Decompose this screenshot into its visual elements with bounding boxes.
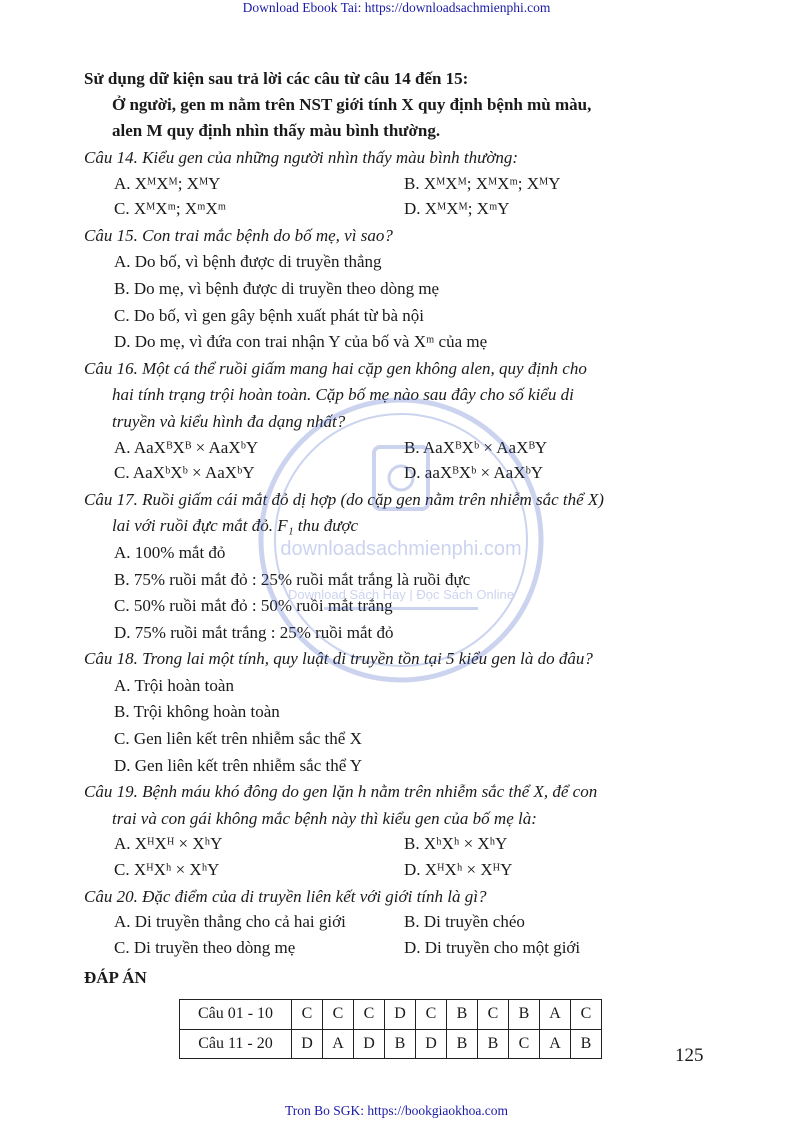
question-18-stem: Câu 18. Trong lai một tính, quy luật di truyền tồn tại 5 kiểu gen là do đâu? — [84, 649, 593, 669]
answer-cell: C — [571, 1000, 602, 1030]
answers-row-1-label: Câu 01 - 10 — [180, 1000, 292, 1030]
question-14-option-d: D. XᴹXᴹ; XᵐY — [404, 199, 510, 219]
question-16-stem-3: truyền và kiểu hình đa dạng nhất? — [112, 411, 346, 431]
question-20-option-a: A. Di truyền thẳng cho cả hai giới — [114, 912, 346, 932]
question-17-option-d: D. 75% ruồi mắt trắng : 25% ruồi mắt đỏ — [114, 622, 394, 642]
intro-line-2: Ở người, gen m nằm trên NST giới tính X quy định bệnh mù màu, — [112, 95, 592, 114]
question-15-option-c: C. Do bố, vì gen gây bệnh xuất phát từ bà nội — [114, 305, 424, 325]
answer-cell: B — [447, 1000, 478, 1030]
question-20-option-c: C. Di truyền theo dòng mẹ — [114, 937, 296, 957]
question-17-option-a: A. 100% mắt đỏ — [114, 542, 226, 562]
answer-cell: D — [385, 1000, 416, 1030]
question-19-option-a: A. XᴴXᴴ × XʰY — [114, 834, 223, 854]
question-18-option-c: C. Gen liên kết trên nhiễm sắc thể X — [114, 729, 362, 749]
question-16-option-b: B. AaXᴮXᵇ × AaXᴮY — [404, 437, 548, 457]
question-17-stem-1: Câu 17. Ruồi giấm cái mắt đỏ dị hợp (do cặp gen nằm trên nhiễm sắc thể X) — [84, 489, 604, 509]
answer-cell: B — [385, 1029, 416, 1059]
question-16-options-row-1 — [84, 436, 714, 461]
answer-cell: C — [416, 1000, 447, 1030]
answer-cell: B — [509, 1000, 540, 1030]
answer-cell: B — [478, 1029, 509, 1059]
question-17-stem-2: lai với ruồi đực mắt đỏ. F₁ thu được — [112, 516, 359, 536]
question-16-stem-1: Câu 16. Một cá thể ruồi giấm mang hai cặp gen không alen, quy định cho — [84, 358, 587, 378]
question-20-option-b: B. Di truyền chéo — [404, 912, 525, 932]
answer-cell: B — [447, 1029, 478, 1059]
answer-cell: C — [509, 1029, 540, 1059]
page-content — [84, 66, 714, 1059]
question-20-option-d: D. Di truyền cho một giới — [404, 937, 581, 957]
question-14-options-row-2 — [84, 197, 714, 222]
question-15-option-b: B. Do mẹ, vì bệnh được di truyền theo dòng mẹ — [114, 278, 440, 298]
question-19-stem-1: Câu 19. Bệnh máu khó đông do gen lặn h nằm trên nhiễm sắc thể X, để con — [84, 782, 598, 802]
answer-cell: D — [416, 1029, 447, 1059]
question-16-stem-2: hai tính trạng trội hoàn toàn. Cặp bố mẹ nào sau đây cho số kiểu di — [112, 385, 574, 405]
question-19-option-b: B. XʰXʰ × XʰY — [404, 834, 508, 854]
answer-cell: B — [571, 1029, 602, 1059]
answer-cell: A — [540, 1000, 571, 1030]
answers-row-2 — [180, 1029, 602, 1059]
intro-line-3: alen M quy định nhìn thấy màu bình thường. — [112, 121, 441, 140]
question-19-stem-2: trai và con gái không mắc bệnh này thì kiểu gen của bố mẹ là: — [112, 808, 537, 828]
question-17-option-b: B. 75% ruồi mắt đỏ : 25% ruồi mắt trắng là ruồi đực — [114, 569, 471, 589]
answer-cell: C — [478, 1000, 509, 1030]
answer-cell: C — [323, 1000, 354, 1030]
question-14-options-row-1 — [84, 172, 714, 197]
watermark-site-text: downloadsachmienphi.com — [280, 538, 522, 560]
question-19-option-d: D. XᴴXʰ × XᴴY — [404, 860, 513, 880]
answers-row-2-label: Câu 11 - 20 — [180, 1029, 292, 1059]
question-20-stem: Câu 20. Đặc điểm của di truyền liên kết với giới tính là gì? — [84, 886, 487, 906]
question-18-option-d: D. Gen liên kết trên nhiễm sắc thể Y — [114, 755, 363, 775]
footer-sgk-link[interactable]: Tron Bo SGK: https://bookgiaokhoa.com — [284, 1103, 508, 1118]
question-16-option-a: A. AaXᴮXᴮ × AaXᵇY — [114, 437, 259, 457]
answer-cell: D — [292, 1029, 323, 1059]
answer-cell: C — [354, 1000, 385, 1030]
question-16-option-d: D. aaXᴮXᵇ × AaXᵇY — [404, 463, 544, 483]
answer-cell: C — [292, 1000, 323, 1030]
question-15-option-a: A. Do bố, vì bệnh được di truyền thẳng — [114, 252, 382, 272]
question-14-stem: Câu 14. Kiểu gen của những người nhìn thấy màu bình thường: — [84, 148, 519, 167]
answer-cell: D — [354, 1029, 385, 1059]
answer-cell: A — [540, 1029, 571, 1059]
question-20-options-row-1 — [84, 910, 714, 935]
answers-row-1 — [180, 1000, 602, 1030]
question-19-option-c: C. XᴴXʰ × XʰY — [114, 860, 220, 880]
question-18-option-b: B. Trội không hoàn toàn — [114, 702, 280, 722]
question-15-option-d: D. Do mẹ, vì đứa con trai nhận Y của bố và Xᵐ của mẹ — [114, 332, 488, 352]
answers-title: ĐÁP ÁN — [84, 968, 147, 988]
question-19-options-row-2 — [84, 858, 714, 883]
question-18-option-a: A. Trội hoàn toàn — [114, 675, 234, 695]
intro-block — [84, 66, 714, 144]
question-14-option-c: C. XᴹXᵐ; XᵐXᵐ — [114, 199, 227, 219]
question-15-stem: Câu 15. Con trai mắc bệnh do bố mẹ, vì sao? — [84, 225, 393, 245]
question-16-option-c: C. AaXᵇXᵇ × AaXᵇY — [114, 463, 255, 483]
question-19-options-row-1 — [84, 832, 714, 857]
question-16-options-row-2 — [84, 461, 714, 486]
header-download-link[interactable]: Download Ebook Tai: https://downloadsachmienphi.com — [242, 0, 551, 15]
answers-table — [179, 999, 602, 1059]
question-17-option-c: C. 50% ruồi mắt đỏ : 50% ruồi mắt trắng — [114, 596, 393, 616]
question-14-option-b: B. XᴹXᴹ; XᴹXᵐ; XᴹY — [404, 173, 561, 193]
intro-line-1: Sử dụng dữ kiện sau trả lời các câu từ câu 14 đến 15: — [84, 69, 469, 88]
page-number: 125 — [675, 1045, 704, 1066]
watermark-tagline: Download Sách Hay | Đọc Sách Online — [288, 587, 514, 602]
question-20-options-row-2 — [84, 936, 714, 961]
answer-cell: A — [323, 1029, 354, 1059]
question-14-option-a: A. XᴹXᴹ; XᴹY — [114, 173, 221, 193]
